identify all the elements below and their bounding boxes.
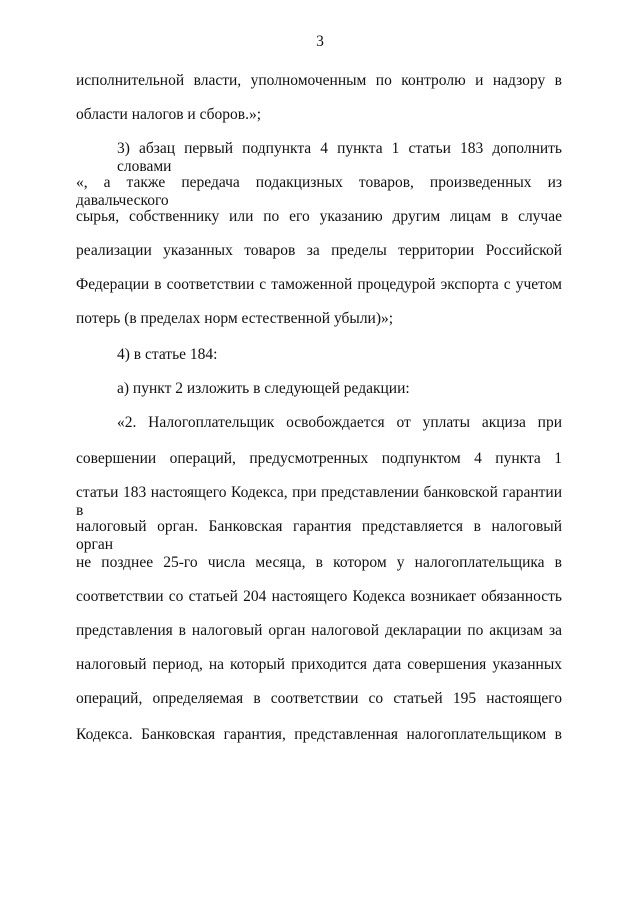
text-line: представления в налоговый орган налоговой декларации по акцизам за [76, 622, 562, 639]
text-line: не позднее 25-го числа месяца, в котором у налогоплательщика в [76, 554, 562, 571]
text-line: исполнительной власти, уполномоченным по контролю и надзору в [76, 72, 562, 89]
text-line: реализации указанных товаров за пределы территории Российской [76, 242, 562, 259]
text-line: налоговый орган. Банковская гарантия представляется в налоговый орган [76, 518, 562, 553]
text-line: сырья, собственнику или по его указанию другим лицам в случае [76, 208, 562, 225]
text-line: потерь (в пределах норм естественной убыли)»; [76, 310, 394, 327]
text-line: налоговый период, на который приходится дата совершения указанных [76, 656, 562, 673]
text-line: а) пункт 2 изложить в следующей редакции: [117, 380, 410, 397]
text-line: «, а также передача подакцизных товаров, произведенных из давальческого [76, 174, 562, 209]
text-line: операций, определяемая в соответствии со статьей 195 настоящего [76, 690, 562, 707]
text-line: «2. Налогоплательщик освобождается от уплаты акциза при [117, 414, 562, 431]
text-line: соответствии со статьей 204 настоящего Кодекса возникает обязанность [76, 588, 562, 605]
text-line: Федерации в соответствии с таможенной процедурой экспорта с учетом [76, 276, 562, 293]
text-line: совершении операций, предусмотренных подпунктом 4 пункта 1 [76, 450, 562, 467]
text-line: области налогов и сборов.»; [76, 106, 262, 123]
text-line: Кодекса. Банковская гарантия, представленная налогоплательщиком в [76, 726, 562, 743]
page-number: 3 [316, 33, 324, 50]
text-line: статьи 183 настоящего Кодекса, при представлении банковской гарантии в [76, 484, 562, 519]
text-line: 4) в статье 184: [117, 346, 218, 363]
text-line: 3) абзац первый подпункта 4 пункта 1 статьи 183 дополнить словами [117, 140, 562, 175]
